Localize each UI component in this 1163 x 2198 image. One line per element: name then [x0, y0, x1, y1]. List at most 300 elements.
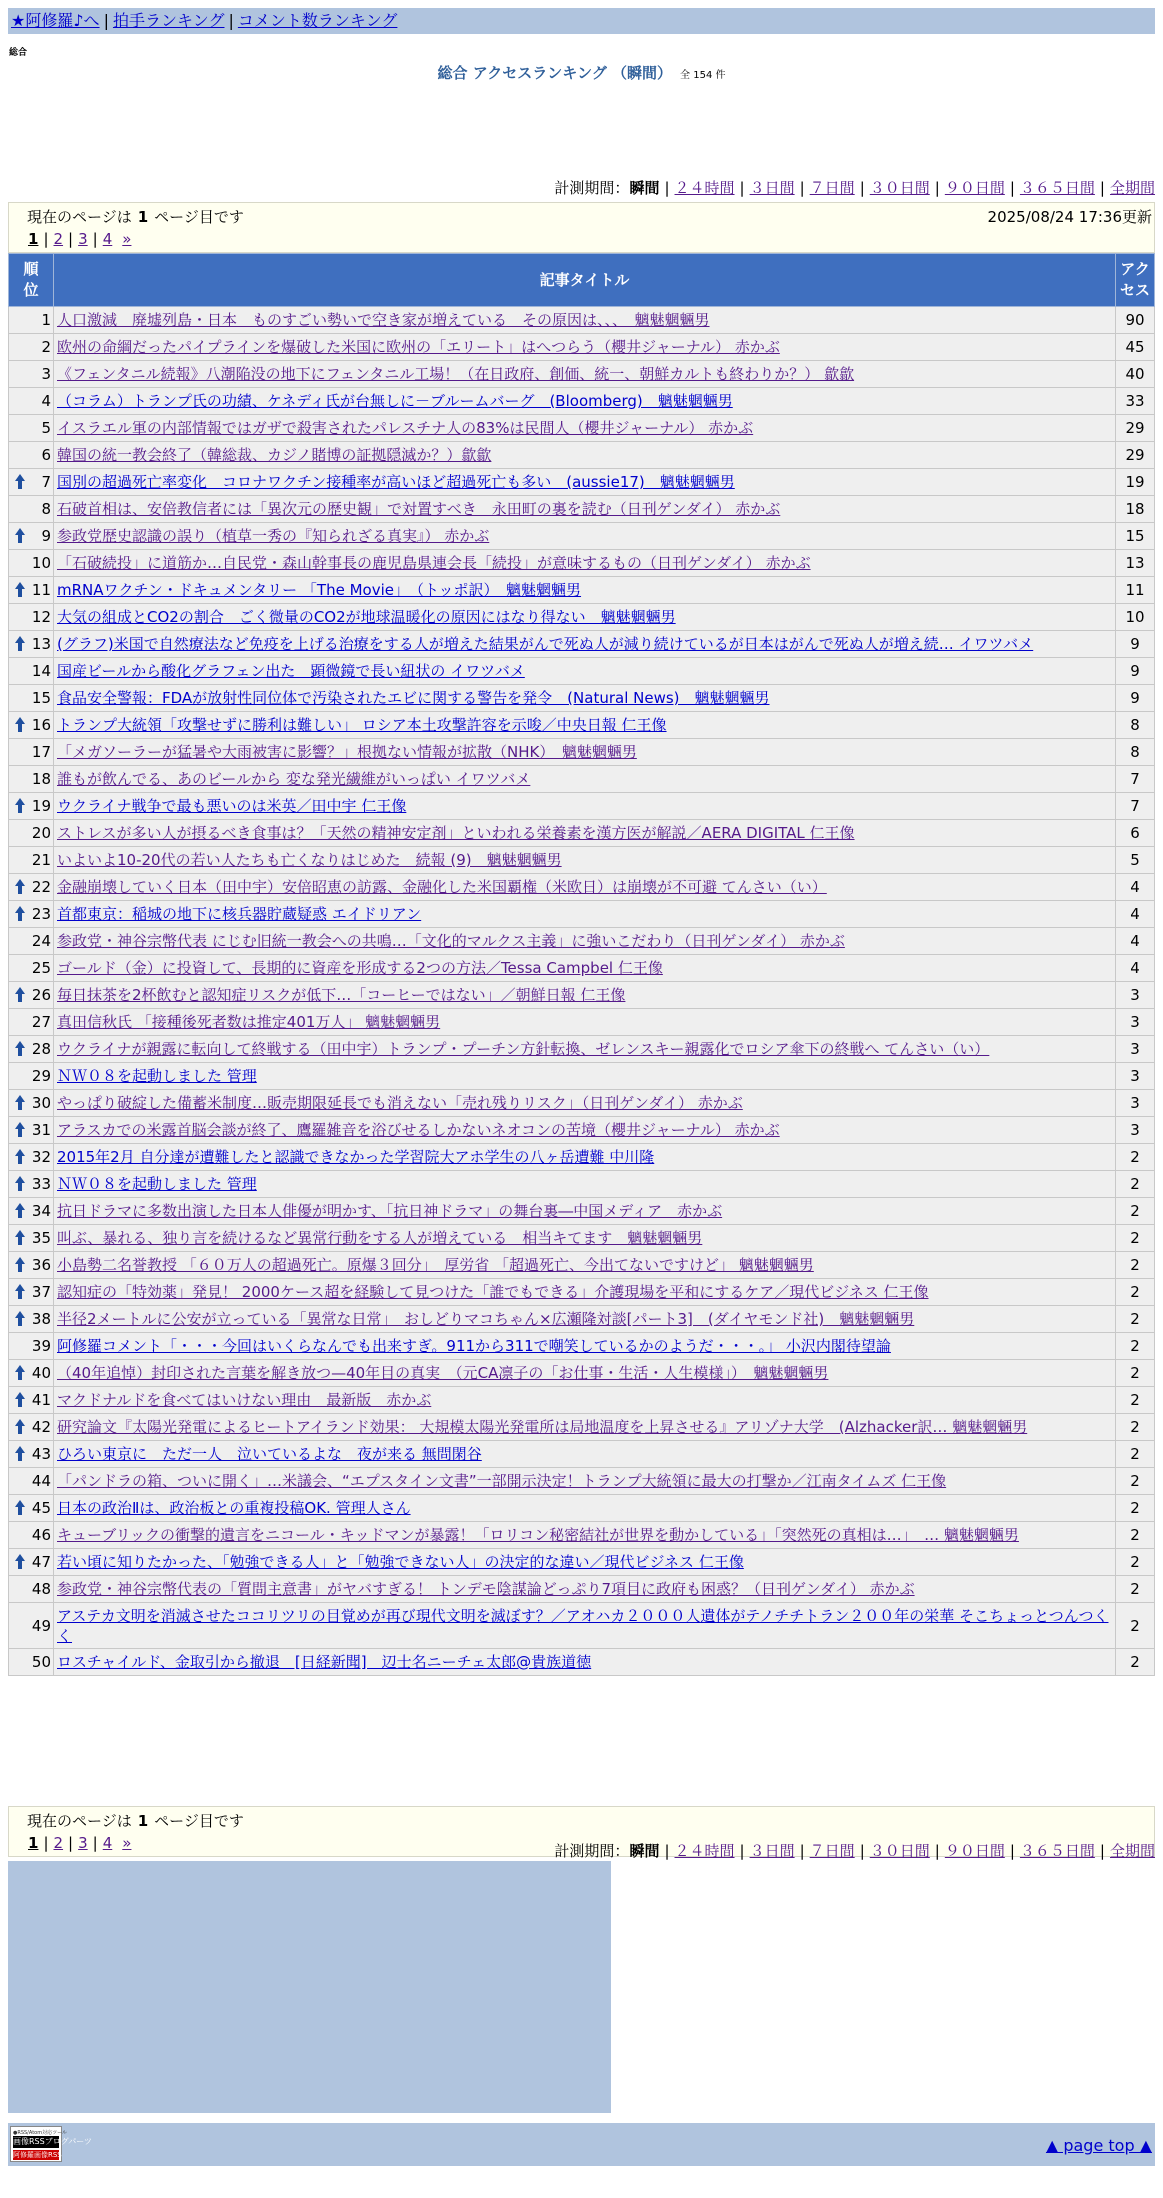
article-link[interactable]: 「メガソーラーが猛暑や大雨被害に影響？」根拠ない情報が拡散（NHK） 魑魅魍魎男 [57, 743, 637, 761]
separator: | [228, 11, 234, 30]
table-row [9, 766, 1155, 793]
rank-number: 16 [31, 716, 51, 734]
title-cell [54, 820, 1116, 847]
title-cell [54, 1576, 1116, 1603]
rank-up-arrow-icon [15, 1122, 25, 1137]
period-link-30d[interactable]: ３０日間 [869, 1842, 930, 1860]
title-cell [54, 1171, 1116, 1198]
title-cell [54, 982, 1116, 1009]
title-cell [54, 1036, 1116, 1063]
period-current: 瞬間 [629, 179, 660, 197]
rank-cell [9, 1225, 54, 1252]
article-link[interactable]: 毎日抹茶を2杯飲むと認知症リスクが低下…「コーヒーではない」／朝鮮日報 仁王像 [57, 986, 626, 1004]
rank-number: 33 [31, 1175, 51, 1193]
rank-up-arrow-icon [15, 1500, 25, 1515]
article-link[interactable]: 抗日ドラマに多数出演した日本人俳優が明かす、「抗日神ドラマ」の舞台裏―中国メディア 赤かぶ [57, 1202, 723, 1220]
article-link[interactable]: （40年追悼）封印された言葉を解き放つ—40年目の真実 （元CA凛子の「お仕事・生活・人生模様」） 魑魅魍魎男 [57, 1364, 829, 1382]
rank-cell [9, 712, 54, 739]
rank-header: 順位 [9, 254, 54, 307]
table-row [9, 550, 1155, 577]
title-cell [54, 469, 1116, 496]
rank-up-arrow-icon [15, 1284, 25, 1299]
updated-timestamp: 2025/08/24 17:36更新 [987, 208, 1152, 226]
article-link[interactable]: 「パンドラの箱、ついに開く」…米議会、“エプスタイン文書”一部開示決定！トランプ大統領に最大の打撃か／江南タイムズ 仁王像 [57, 1472, 947, 1490]
access-count: 3 [1116, 982, 1155, 1009]
access-count: 2 [1116, 1576, 1155, 1603]
rank-number: 12 [31, 608, 51, 626]
rank-up-arrow-icon [15, 1257, 25, 1272]
rank-cell [9, 1387, 54, 1414]
paging-box-top [8, 202, 1155, 253]
rank-cell [9, 577, 54, 604]
title-cell [54, 1144, 1116, 1171]
genre-tag: 総合 [9, 48, 28, 58]
next-page-link[interactable]: » [122, 1834, 132, 1852]
article-link[interactable]: 阿修羅コメント「・・・今回はいくらなんでも出来すぎ。911から311で嘲笑しているかのようだ・・・。」 小沢内閣待望論 [57, 1337, 891, 1355]
article-link[interactable]: マクドナルドを食べてはいけない理由 最新版 赤かぶ [57, 1391, 432, 1409]
access-count: 3 [1116, 1117, 1155, 1144]
rank-cell [9, 928, 54, 955]
rank-number: 11 [31, 581, 51, 599]
period-link-24h[interactable]: ２４時間 [674, 179, 735, 197]
title-cell [54, 1495, 1116, 1522]
rank-up-arrow-icon [15, 1365, 25, 1380]
title-cell [54, 1549, 1116, 1576]
rank-number: 3 [41, 365, 51, 383]
page-link-4[interactable]: 4 [102, 230, 113, 248]
title-cell [54, 685, 1116, 712]
table-row [9, 604, 1155, 631]
table-row [9, 307, 1155, 334]
rank-cell [9, 658, 54, 685]
access-count: 11 [1116, 577, 1155, 604]
current-page-text: 現在のページは 1 ページ目です [27, 1812, 244, 1830]
access-count: 7 [1116, 793, 1155, 820]
access-count: 9 [1116, 685, 1155, 712]
rank-cell [9, 415, 54, 442]
rank-number: 13 [31, 635, 51, 653]
title-cell [54, 1387, 1116, 1414]
table-row [9, 874, 1155, 901]
rank-number: 22 [31, 878, 51, 896]
rank-number: 24 [31, 932, 51, 950]
access-count: 4 [1116, 928, 1155, 955]
page-top-link[interactable]: ▲ page top ▲ [1045, 2136, 1152, 2155]
rank-number: 20 [31, 824, 51, 842]
table-row [9, 1387, 1155, 1414]
rank-up-arrow-icon [15, 1176, 25, 1191]
rank-number: 41 [31, 1391, 51, 1409]
ad-placeholder [8, 1861, 611, 2113]
article-link[interactable]: 参政党歴史認識の誤り（植草一秀の『知られざる真実』） 赤かぶ [57, 527, 490, 545]
rank-cell [9, 1009, 54, 1036]
footer-bar [8, 2123, 1155, 2166]
rank-cell [9, 550, 54, 577]
period-link-90d[interactable]: ９０日間 [944, 1842, 1005, 1860]
article-link[interactable]: 国産ビールから酸化グラフェン出た 顕微鏡で長い紐状の イワツバメ [57, 662, 525, 680]
table-row [9, 469, 1155, 496]
rank-cell [9, 1117, 54, 1144]
rank-number: 26 [31, 986, 51, 1004]
table-row [9, 1306, 1155, 1333]
rank-cell [9, 1468, 54, 1495]
title-cell [54, 550, 1116, 577]
access-count: 2 [1116, 1414, 1155, 1441]
rank-number: 15 [31, 689, 51, 707]
table-row [9, 1649, 1155, 1676]
rank-cell [9, 1306, 54, 1333]
article-link[interactable]: 金融崩壊していく日本（田中宇）安倍昭恵の訪露、金融化した米国覇権（米欧日）は崩壊が不可避 てんさい（い） [57, 878, 827, 896]
article-link[interactable]: いよいよ10-20代の若い人たちも亡くなりはじめた 続報 (9) 魑魅魍魎男 [57, 851, 562, 869]
title-cell [54, 496, 1116, 523]
page-link-2[interactable]: 2 [53, 1834, 64, 1852]
article-link[interactable]: 若い頃に知りたかった、「勉強できる人」と「勉強できない人」の決定的な違い／現代ビジネス 仁王像 [57, 1553, 744, 1571]
title-cell [54, 1414, 1116, 1441]
article-link[interactable]: ストレスが多い人が摂るべき食事は？「天然の精神安定剤」といわれる栄養素を漢方医が解説／AERA DIGITAL 仁王像 [57, 824, 855, 842]
rank-up-arrow-icon [15, 1446, 25, 1461]
pager: 1 | 2 | 3 | 4 » [28, 230, 132, 248]
table-row [9, 1495, 1155, 1522]
access-count: 2 [1116, 1468, 1155, 1495]
table-row [9, 361, 1155, 388]
access-count: 15 [1116, 523, 1155, 550]
rank-number: 48 [31, 1580, 51, 1598]
period-label: 計測期間： [554, 1842, 630, 1860]
period-link-90d[interactable]: ９０日間 [944, 179, 1005, 197]
rank-number: 35 [31, 1229, 51, 1247]
article-link[interactable]: 真田信秋氏 「接種後死者数は推定401万人」 魑魅魍魎男 [57, 1013, 441, 1031]
access-count: 8 [1116, 739, 1155, 766]
article-link[interactable]: 認知症の「特効薬」発見！ 2000ケース超を経験して見つけた「誰でもできる」介護現場を平和にするケア／現代ビジネス 仁王像 [57, 1283, 929, 1301]
table-row [9, 1549, 1155, 1576]
rank-cell [9, 1036, 54, 1063]
period-link-365d[interactable]: ３６５日間 [1019, 1842, 1095, 1860]
ranking-rows [9, 307, 1155, 1676]
access-count: 2 [1116, 1225, 1155, 1252]
access-count: 9 [1116, 631, 1155, 658]
article-link[interactable]: 韓国の統一教会終了（韓総裁、カジノ賭博の証拠隠滅か？）歙歙 [57, 446, 492, 464]
period-link-365d[interactable]: ３６５日間 [1019, 179, 1095, 197]
article-link[interactable]: ゴールド（金）に投資して、長期的に資産を形成する2つの方法／Tessa Campbel 仁王像 [57, 959, 663, 977]
rank-number: 32 [31, 1148, 51, 1166]
period-link-24h[interactable]: ２４時間 [674, 1842, 735, 1860]
table-row [9, 955, 1155, 982]
page-link-2[interactable]: 2 [53, 230, 64, 248]
article-link[interactable]: (グラフ)米国で自然療法など免疫を上げる治療をする人が増えた結果がんで死ぬ人が減り続けているが日本はがんで死ぬ人が増え続… イワツバメ [57, 635, 1034, 653]
rank-cell [9, 1090, 54, 1117]
rank-cell [9, 1252, 54, 1279]
article-link[interactable]: ＮＷ０８を起動しました 管理 [57, 1067, 257, 1085]
title-cell [54, 1117, 1116, 1144]
rank-number: 46 [31, 1526, 51, 1544]
title-cell [54, 1649, 1116, 1676]
rank-cell [9, 361, 54, 388]
title-cell [54, 1522, 1116, 1549]
rank-up-arrow-icon [15, 717, 25, 732]
access-count: 4 [1116, 955, 1155, 982]
rank-cell [9, 1522, 54, 1549]
article-link[interactable]: 参政党・神谷宗幣代表 にじむ旧統一教会への共鳴…「文化的マルクス主義」に強いこだわり（日刊ゲンダイ） 赤かぶ [57, 932, 845, 950]
table-row [9, 415, 1155, 442]
rss-parts-logo[interactable]: ●RSS/Atom対応ツール 画像RSSブログパーツ 阿修羅画像RSS [10, 2126, 62, 2162]
table-row [9, 1522, 1155, 1549]
table-row [9, 1198, 1155, 1225]
title-cell [54, 739, 1116, 766]
access-count: 2 [1116, 1333, 1155, 1360]
table-row [9, 982, 1155, 1009]
total-count: 全 154 件 [680, 70, 726, 81]
period-link-7d[interactable]: ７日間 [809, 1842, 855, 1860]
access-count: 33 [1116, 388, 1155, 415]
rank-up-arrow-icon [15, 1149, 25, 1164]
article-link[interactable]: ロスチャイルド、金取引から撤退 [日経新聞] 辺士名ニーチェ太郎@貴族道徳 [57, 1653, 592, 1671]
title-cell [54, 361, 1116, 388]
page-link-3[interactable]: 3 [78, 230, 88, 248]
rank-number: 50 [31, 1653, 51, 1671]
access-count: 2 [1116, 1198, 1155, 1225]
article-link[interactable]: 半径2メートルに公安が立っている「異常な日常」 おしどりマコちゃん×広瀬隆対談[パート3] (ダイヤモンド社) 魑魅魍魎男 [57, 1310, 915, 1328]
rank-cell [9, 901, 54, 928]
rank-cell [9, 1063, 54, 1090]
table-row [9, 793, 1155, 820]
rank-number: 44 [31, 1472, 51, 1490]
access-count: 10 [1116, 604, 1155, 631]
table-row [9, 1090, 1155, 1117]
access-count: 29 [1116, 442, 1155, 469]
title-cell [54, 1360, 1116, 1387]
rank-up-arrow-icon [15, 987, 25, 1002]
title-cell [54, 1090, 1116, 1117]
rank-number: 4 [41, 392, 51, 410]
rank-up-arrow-icon [15, 1203, 25, 1218]
rank-up-arrow-icon [15, 582, 25, 597]
clap-ranking-link[interactable]: 拍手ランキング [112, 11, 225, 30]
table-row [9, 1009, 1155, 1036]
comment-ranking-link[interactable]: コメント数ランキング [237, 11, 398, 30]
table-row [9, 928, 1155, 955]
table-row [9, 1252, 1155, 1279]
table-row [9, 1144, 1155, 1171]
home-link[interactable]: ★阿修羅♪へ [11, 11, 100, 30]
access-count: 5 [1116, 847, 1155, 874]
title-cell [54, 577, 1116, 604]
article-link[interactable]: 大気の組成とCO2の割合 ごく微量のCO2が地球温暖化の原因にはなり得ない 魑魅魍魎男 [57, 608, 676, 626]
period-link-all[interactable]: 全期間 [1109, 1842, 1155, 1860]
title-cell [54, 631, 1116, 658]
rank-number: 43 [31, 1445, 51, 1463]
page-link-1[interactable]: 1 [28, 1834, 39, 1852]
rank-number: 42 [31, 1418, 51, 1436]
rank-cell [9, 1171, 54, 1198]
table-row [9, 1036, 1155, 1063]
rank-cell [9, 1441, 54, 1468]
article-link[interactable]: 石破首相は、安倍教信者には「異次元の歴史観」で対置すべき 永田町の裏を読む（日刊ゲンダイ） 赤かぶ [57, 500, 781, 518]
rank-number: 29 [31, 1067, 51, 1085]
rank-cell [9, 1198, 54, 1225]
title-cell [54, 793, 1116, 820]
table-row [9, 1441, 1155, 1468]
article-link[interactable]: イスラエル軍の内部情報ではガザで殺害されたパレスチナ人の83%は民間人（櫻井ジャーナル） 赤かぶ [57, 419, 754, 437]
table-row [9, 334, 1155, 361]
article-link[interactable]: 誰もが飲んでる、あのビールから 変な発光繊維がいっぱい イワツバメ [57, 770, 531, 788]
period-link-7d[interactable]: ７日間 [809, 179, 855, 197]
title-cell [54, 307, 1116, 334]
table-row [9, 1225, 1155, 1252]
rank-number: 25 [31, 959, 51, 977]
rank-cell [9, 496, 54, 523]
period-link-30d[interactable]: ３０日間 [869, 179, 930, 197]
rank-cell [9, 739, 54, 766]
rank-cell [9, 1495, 54, 1522]
access-count: 8 [1116, 712, 1155, 739]
article-link[interactable]: ウクライナ戦争で最も悪いのは米英／田中宇 仁王像 [57, 797, 407, 815]
article-link[interactable]: トランプ大統領「攻撃せずに勝利は難しい」 ロシア本土攻撃許容を示唆／中央日報 仁王像 [57, 716, 667, 734]
access-count: 2 [1116, 1649, 1155, 1676]
article-link[interactable]: 欧州の命綱だったパイプラインを爆破した米国に欧州の「エリート」はへつらう（櫻井ジャーナル） 赤かぶ [57, 338, 780, 356]
rank-number: 18 [31, 770, 51, 788]
table-row [9, 442, 1155, 469]
article-link[interactable]: アラスカでの米露首脳会談が終了、鷹羅雑音を浴びせるしかないネオコンの苦境（櫻井ジャーナル） 赤かぶ [57, 1121, 780, 1139]
rank-number: 1 [41, 311, 51, 329]
rank-cell [9, 631, 54, 658]
access-count: 9 [1116, 658, 1155, 685]
rank-cell [9, 307, 54, 334]
access-count: 3 [1116, 1036, 1155, 1063]
access-count: 18 [1116, 496, 1155, 523]
rank-number: 6 [41, 446, 51, 464]
article-link[interactable]: ひろい東京に ただ一人 泣いているよな 夜が来る 無問閑谷 [57, 1445, 482, 1463]
rank-cell [9, 1360, 54, 1387]
rank-cell [9, 766, 54, 793]
article-link[interactable]: 日本の政治Ⅱは、政治板との重複投稿OK. 管理人さん [57, 1499, 411, 1517]
period-current: 瞬間 [629, 1842, 660, 1860]
table-row [9, 1117, 1155, 1144]
article-link[interactable]: キューブリックの衝撃的遺言をニコール・キッドマンが暴露！「ロリコン秘密結社が世界を動かしている」「突然死の真相は…」 … 魑魅魍魎男 [57, 1526, 1019, 1544]
rank-number: 38 [31, 1310, 51, 1328]
rank-number: 45 [31, 1499, 51, 1517]
rank-cell [9, 523, 54, 550]
rank-up-arrow-icon [15, 879, 25, 894]
article-link[interactable]: 《フェンタニル続報》八潮陥没の地下にフェンタニル工場！（在日政府、創価、統一、朝鮮カルトも終わりか？） 歙歙 [57, 365, 855, 383]
title-cell [54, 955, 1116, 982]
article-link[interactable]: 参政党・神谷宗幣代表の「質問主意書」がヤバすぎる！ トンデモ陰謀論どっぷり7項目に政府も困惑？（日刊ゲンダイ） 赤かぶ [57, 1580, 915, 1598]
title-cell [54, 928, 1116, 955]
title-cell [54, 901, 1116, 928]
page-link-4[interactable]: 4 [102, 1834, 113, 1852]
rank-cell [9, 955, 54, 982]
period-link-all[interactable]: 全期間 [1109, 179, 1155, 197]
title-cell [54, 1468, 1116, 1495]
period-label: 計測期間： [554, 179, 630, 197]
article-link[interactable]: mRNAワクチン・ドキュメンタリー 「The Movie」 （トッポ訳） 魑魅魍魎男 [57, 581, 582, 599]
rank-cell [9, 1549, 54, 1576]
table-row [9, 847, 1155, 874]
access-count: 2 [1116, 1144, 1155, 1171]
rank-number: 9 [41, 527, 51, 545]
rank-up-arrow-icon [15, 1419, 25, 1434]
page-link-3[interactable]: 3 [78, 1834, 88, 1852]
rank-number: 39 [31, 1337, 51, 1355]
access-count: 2 [1116, 1171, 1155, 1198]
access-count: 4 [1116, 901, 1155, 928]
ranking-table [8, 253, 1155, 1676]
article-link[interactable]: 人口激減 廃墟列島・日本 ものすごい勢いで空き家が増えている その原因は、、、 魑魅魍魎男 [57, 311, 710, 329]
access-count: 2 [1116, 1279, 1155, 1306]
ranking-title: 総合 アクセスランキング （瞬間） [437, 64, 673, 82]
pager: 1 | 2 | 3 | 4 » [28, 1834, 132, 1852]
rank-number: 49 [31, 1616, 51, 1635]
article-link[interactable]: 首都東京：稲城の地下に核兵器貯蔵疑惑 エイドリアン [57, 905, 422, 923]
access-count: 6 [1116, 820, 1155, 847]
table-row [9, 658, 1155, 685]
access-count: 2 [1116, 1441, 1155, 1468]
article-link[interactable]: 国別の超過死亡率変化 コロナワクチン接種率が高いほど超過死亡も多い (aussie17) 魑魅魍魎男 [57, 473, 735, 491]
title-cell [54, 658, 1116, 685]
title-cell [54, 766, 1116, 793]
table-row [9, 1603, 1155, 1649]
table-row [9, 1279, 1155, 1306]
access-count: 3 [1116, 1063, 1155, 1090]
article-link[interactable]: やっぱり破綻した備蓄米制度…販売期限延長でも消えない「売れ残りリスク」（日刊ゲンダイ） 赤かぶ [57, 1094, 743, 1112]
rank-number: 2 [41, 338, 51, 356]
rank-number: 14 [31, 662, 51, 680]
article-link[interactable]: 2015年2月 自分達が遭難したと認識できなかった学習院大アホ学生の八ヶ岳遭難 中川隆 [57, 1148, 655, 1166]
rank-up-arrow-icon [15, 1041, 25, 1056]
access-count: 19 [1116, 469, 1155, 496]
article-link[interactable]: ウクライナが親露に転向して終戦する（田中宇）トランプ・プーチン方針転換、ゼレンスキー親露化でロシア傘下の終戦へ てんさい（い） [57, 1040, 990, 1058]
article-link[interactable]: 叫ぶ、暴れる、独り言を続けるなど異常行動をする人が増えている 相当キてます 魑魅魍魎男 [57, 1229, 703, 1247]
rank-cell [9, 1333, 54, 1360]
rank-number: 21 [31, 851, 51, 869]
article-link[interactable]: ＮＷ０８を起動しました 管理 [57, 1175, 257, 1193]
access-count: 2 [1116, 1549, 1155, 1576]
title-cell [54, 1225, 1116, 1252]
table-row [9, 496, 1155, 523]
rank-number: 19 [31, 797, 51, 815]
title-cell [54, 1603, 1116, 1649]
title-cell [54, 523, 1116, 550]
article-link[interactable]: アステカ文明を消滅させたココリツリの目覚めが再び現代文明を滅ぼす？／アオハカ２０００人遺体がテノチチトラン２００年の栄華 そこちょっとつんつくく [57, 1606, 1109, 1645]
rank-up-arrow-icon [15, 798, 25, 813]
rank-up-arrow-icon [15, 1554, 25, 1569]
table-row [9, 388, 1155, 415]
article-link[interactable]: 「石破続投」に道筋か…自民党・森山幹事長の鹿児島県連会長「続投」が意味するもの（日刊ゲンダイ） 赤かぶ [57, 554, 811, 572]
rank-number: 47 [31, 1553, 51, 1571]
article-link[interactable]: （コラム）トランプ氏の功績、ケネディ氏が台無しに－ブルームバーグ (Bloomberg) 魑魅魍魎男 [57, 392, 733, 410]
page-link-1[interactable]: 1 [28, 230, 39, 248]
table-row [9, 1576, 1155, 1603]
rank-cell [9, 685, 54, 712]
title-cell [54, 1306, 1116, 1333]
access-count: 2 [1116, 1360, 1155, 1387]
article-link[interactable]: 研究論文『太陽光発電によるヒートアイランド効果： 大規模太陽光発電所は局地温度を上昇させる』アリゾナ大学 (Alzhacker訳… 魑魅魍魎男 [57, 1418, 1028, 1436]
article-link[interactable]: 食品安全警報：FDAが放射性同位体で汚染されたエビに関する警告を発令 (Natural News) 魑魅魍魎男 [57, 689, 770, 707]
rank-number: 8 [41, 500, 51, 518]
top-nav-bar [8, 8, 1155, 34]
rank-up-arrow-icon [15, 1311, 25, 1326]
rank-cell [9, 1649, 54, 1676]
access-count: 90 [1116, 307, 1155, 334]
access-count: 3 [1116, 1090, 1155, 1117]
access-count: 13 [1116, 550, 1155, 577]
rank-up-arrow-icon [15, 1095, 25, 1110]
article-link[interactable]: 小島勢二名誉教授 「６０万人の超過死亡。原爆３回分」 厚労省 「超過死亡、今出てないですけど」 魑魅魍魎男 [57, 1256, 814, 1274]
period-link-3d[interactable]: ３日間 [749, 1842, 795, 1860]
rank-number: 17 [31, 743, 51, 761]
title-cell [54, 1063, 1116, 1090]
next-page-link[interactable]: » [122, 230, 132, 248]
period-link-3d[interactable]: ３日間 [749, 179, 795, 197]
